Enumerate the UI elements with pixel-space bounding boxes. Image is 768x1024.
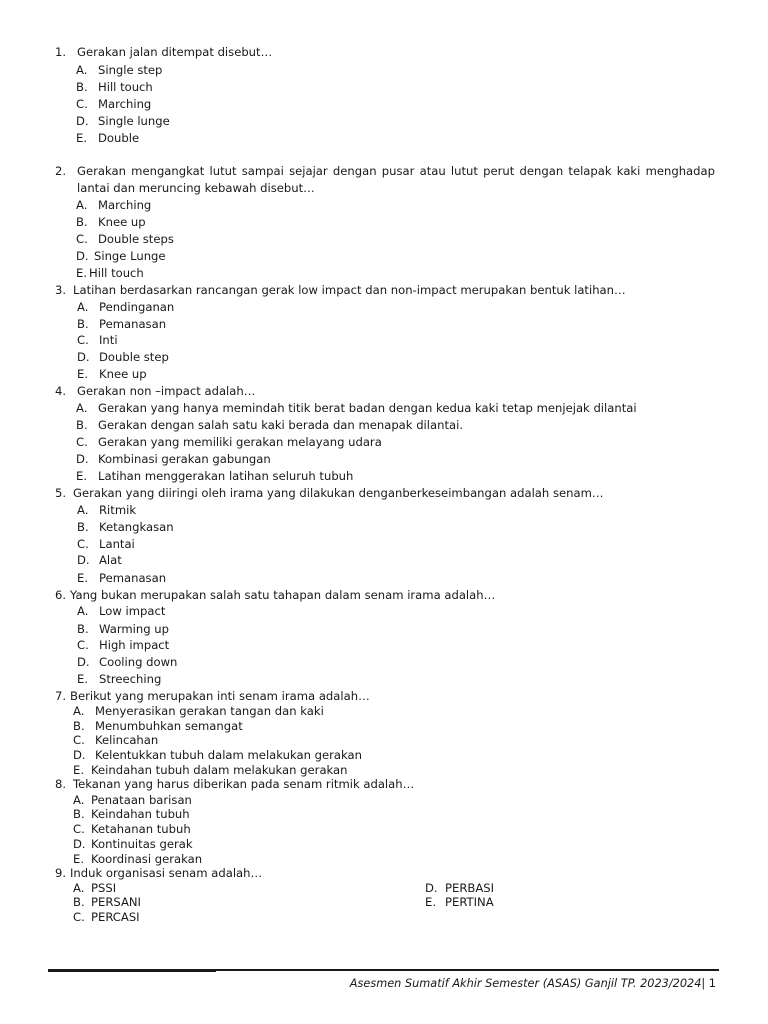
option-3c: C. Inti [77,333,118,347]
footer [350,977,716,990]
option-1b: B. Hill touch [76,80,153,94]
option-6b: B. Warming up [77,622,170,636]
question-text: Latihan berdasarkan rancangan gerak low impact dan non-impact merupakan bentuk latihan… [73,283,626,297]
option-7b: B. Menumbuhkan semangat [73,719,243,733]
option-2b: B. Knee up [76,215,146,229]
option-5e: E. Pemanasan [77,571,167,585]
option-1d: D. Single lunge [76,114,170,128]
option-9a: A. PSSI [73,881,117,895]
option-8a: A. Penataan barisan [73,793,192,807]
option-6e: E. Streeching [77,672,162,686]
option-8c: C. Ketahanan tubuh [73,822,191,836]
question-number: 4. [55,384,67,398]
question-text: Tekanan yang harus diberikan pada senam ritmik adalah… [73,777,415,791]
option-3a: A. Pendinganan [77,300,175,314]
option-7a: A. Menyerasikan gerakan tangan dan kaki [73,704,324,718]
option-3d: D. Double step [77,350,169,364]
option-3e: E. Knee up [77,367,147,381]
option-9d: D. PERBASI [425,881,495,895]
question-number: 8. [55,777,67,791]
option-2e: E. Hill touch [76,266,144,280]
option-5b: B. Ketangkasan [77,520,174,534]
option-4a: A. Gerakan yang hanya memindah titik berat badan dengan kedua kaki tetap menjejak dilantai [76,401,637,415]
option-6c: C. High impact [77,638,170,652]
option-1a: A. Single step [76,63,163,77]
option-4e: E. Latihan menggerakan latihan seluruh tubuh [76,469,354,483]
question-text: Yang bukan merupakan salah satu tahapan dalam senam irama adalah… [70,588,496,602]
option-8d: D. Kontinuitas gerak [73,837,193,851]
option-3b: B. Pemanasan [77,317,167,331]
option-9e: E. PERTINA [425,895,494,909]
question-text: Gerakan non –impact adalah… [77,384,256,398]
option-2d: D. Singe Lunge [76,249,166,263]
option-7c: C. Kelincahan [73,733,159,747]
question-number: 3. [55,283,67,297]
question-text: Gerakan yang diiringi oleh irama yang dilakukan denganberkeseimbangan adalah senam… [73,486,604,500]
question-text: Gerakan mengangkat lutut sampai sejajar dengan pusar atau lutut perut dengan telapak kaki menghadap lantai dan meruncing kebawah disebut… [77,164,715,195]
page-number: | 1 [701,977,716,990]
question-text: Gerakan jalan ditempat disebut… [77,45,273,59]
option-9b: B. PERSANI [73,895,141,909]
option-6d: D. Cooling down [77,655,178,669]
option-5a: A. Ritmik [77,503,137,517]
question-text: Induk organisasi senam adalah… [70,866,263,880]
question-number: 5. [55,486,67,500]
footer-title: Asesmen Sumatif Akhir Semester (ASAS) Ganjil TP. 2023/2024 [349,977,702,990]
option-4c: C. Gerakan yang memiliki gerakan melayang udara [76,435,382,449]
option-5d: D. Alat [77,553,122,567]
question-number: 2. [55,164,67,178]
option-1c: C. Marching [76,97,152,111]
option-5c: C. Lantai [77,537,135,551]
question-text: Berikut yang merupakan inti senam irama adalah… [70,689,370,703]
option-1e: E. Double [76,131,140,145]
option-6a: A. Low impact [77,604,166,618]
footer-divider [48,969,719,971]
question-number: 1. [55,45,67,59]
option-8e: E. Koordinasi gerakan [73,852,203,866]
option-8b: B. Keindahan tubuh [73,807,190,821]
question-number: 9. [55,866,67,880]
question-number: 6. [55,588,67,602]
option-4b: B. Gerakan dengan salah satu kaki berada dan menapak dilantai. [76,418,463,432]
option-4d: D. Kombinasi gerakan gabungan [76,452,271,466]
option-2c: C. Double steps [76,232,174,246]
question-number: 7. [55,689,67,703]
option-7e: E. Keindahan tubuh dalam melakukan gerakan [73,763,348,777]
option-2a: A. Marching [76,198,152,212]
option-9c: C. PERCASI [73,910,140,924]
option-7d: D. Kelentukkan tubuh dalam melakukan gerakan [73,748,362,762]
